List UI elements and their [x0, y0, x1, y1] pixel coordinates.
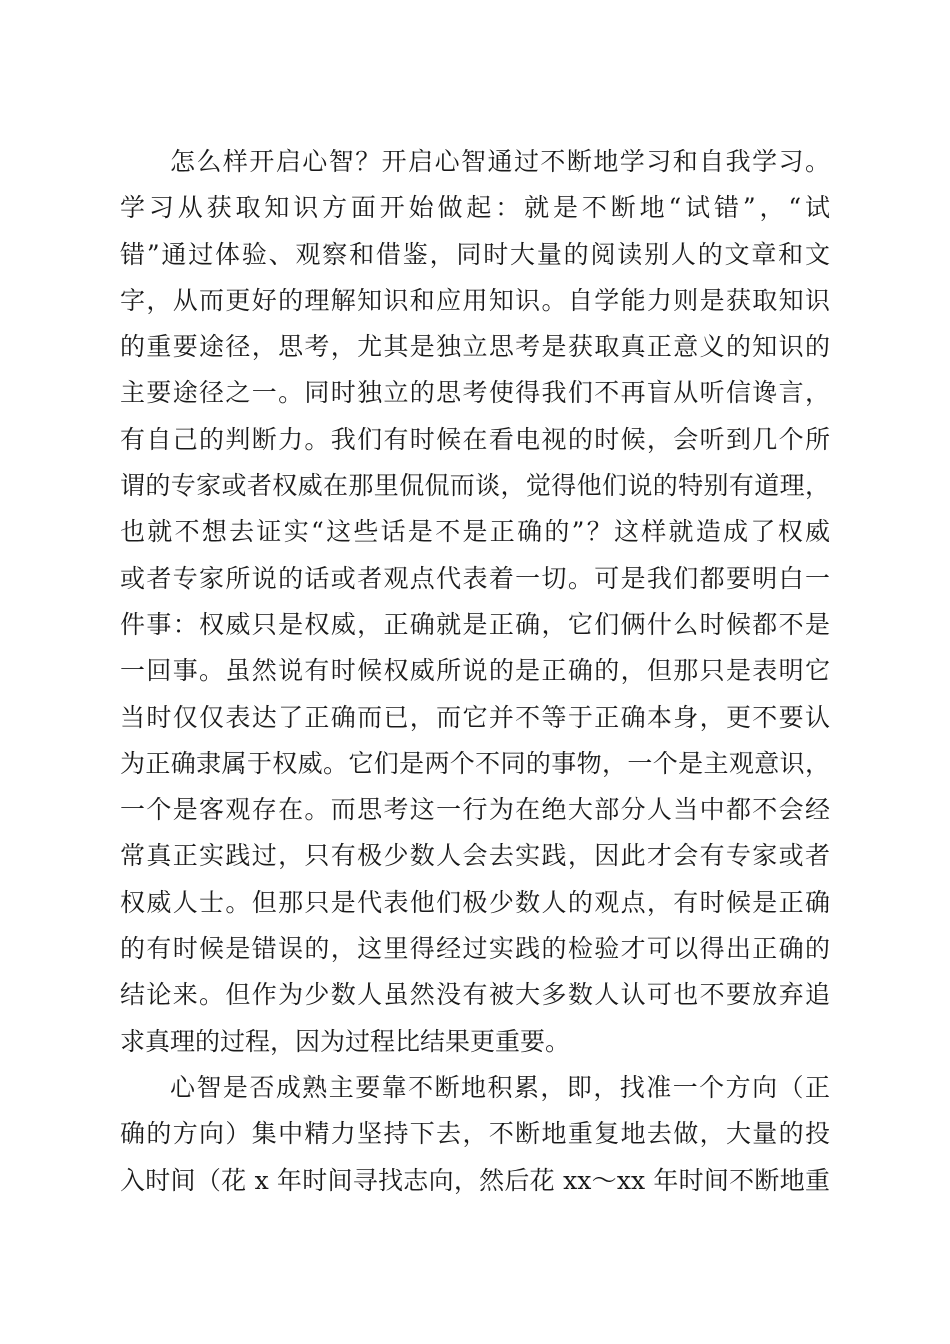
text-line: 字，从而更好的理解知识和应用知识。自学能力则是获取知识	[120, 285, 830, 315]
text-line: 为正确隶属于权威。它们是两个不同的事物，一个是主观意识，	[120, 748, 830, 778]
document-body	[120, 139, 830, 1204]
text-line: 谓的专家或者权威在那里侃侃而谈，觉得他们说的特别有道理，	[120, 471, 830, 501]
text-line: 心智是否成熟主要靠不断地积累，即，找准一个方向（正	[170, 1072, 830, 1102]
text-line: 一回事。虽然说有时候权威所说的是正确的，但那只是表明它	[120, 656, 830, 686]
text-line: 件事：权威只是权威，正确就是正确，它们俩什么时候都不是	[120, 609, 830, 639]
text-line: 也就不想去证实“这些话是不是正确的”？这样就造成了权威	[120, 517, 830, 547]
text-line: 怎么样开启心智？开启心智通过不断地学习和自我学习。	[170, 147, 830, 176]
text-line: 错”通过体验、观察和借鉴，同时大量的阅读别人的文章和文	[120, 239, 830, 269]
text-line: 确的方向）集中精力坚持下去，不断地重复地去做，大量的投	[120, 1119, 830, 1149]
text-line: 权威人士。但那只是代表他们极少数人的观点，有时候是正确	[120, 887, 830, 917]
text-line: 入时间（花 x 年时间寻找志向，然后花 xx～xx 年时间不断地重	[120, 1165, 830, 1195]
paragraph-2	[120, 1065, 830, 1204]
text-line: 一个是客观存在。而思考这一行为在绝大部分人当中都不会经	[120, 795, 830, 825]
text-line: 的有时候是错误的，这里得经过实践的检验才可以得出正确的	[120, 934, 830, 964]
text-line: 有自己的判断力。我们有时候在看电视的时候，会听到几个所	[120, 424, 830, 454]
paragraph-1	[120, 139, 830, 1065]
text-line: 的重要途径，思考，尤其是独立思考是获取真正意义的知识的	[120, 332, 830, 362]
text-line: 主要途径之一。同时独立的思考使得我们不再盲从听信谗言，	[120, 378, 830, 408]
text-line: 求真理的过程，因为过程比结果更重要。	[120, 1026, 571, 1056]
text-line: 当时仅仅表达了正确而已，而它并不等于正确本身，更不要认	[120, 702, 830, 732]
text-line: 学习从获取知识方面开始做起：就是不断地“试错”，“试	[120, 193, 830, 223]
text-line: 或者专家所说的话或者观点代表着一切。可是我们都要明白一	[120, 563, 830, 593]
text-line: 结论来。但作为少数人虽然没有被大多数人认可也不要放弃追	[120, 980, 830, 1010]
text-line: 常真正实践过，只有极少数人会去实践，因此才会有专家或者	[120, 841, 830, 871]
